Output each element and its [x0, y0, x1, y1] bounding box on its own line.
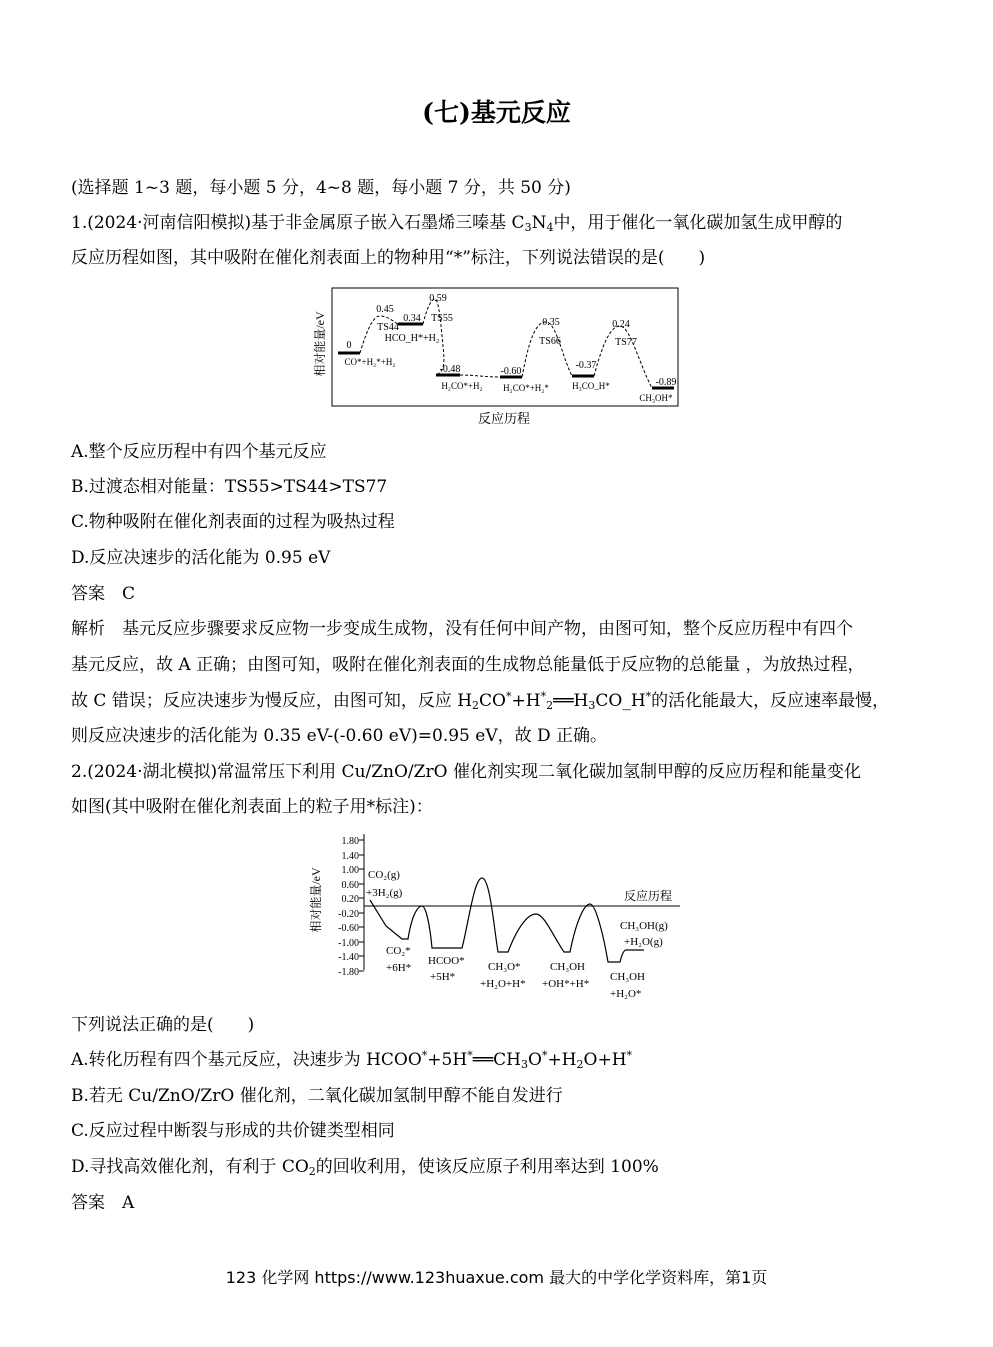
q2-tick: 1.80	[341, 836, 359, 847]
q2-label-co2star: CO₂*	[386, 945, 411, 957]
q2-option-b: B.若无 Cu/ZnO/ZrO 催化剂，二氧化碳加氢制甲醇不能自发进行	[71, 1086, 563, 1106]
page-title: (七)基元反应	[422, 98, 571, 127]
q2-tick: -1.80	[338, 967, 359, 978]
q2-label-6h: +6H*	[386, 962, 412, 974]
q1-label-co-h2: CO*+H₂*+H₂	[344, 357, 396, 367]
q2-energy-diagram	[308, 830, 688, 1005]
q2-label-h2o-h: +H₂O+H*	[480, 978, 526, 990]
q1-label-ts55: TS55	[431, 313, 453, 324]
q2-stem-line1: 2.(2024·湖北模拟)常温常压下利用 Cu/ZnO/ZrO 催化剂实现二氧化碳加氢制甲醇的反应历程和能量变化	[71, 762, 861, 782]
q1-energy-neg0.60: -0.60	[500, 366, 522, 377]
q2-label-ch3o: CH₃O*	[488, 961, 521, 973]
q1-energy-0: 0	[346, 340, 352, 351]
q1-explanation-line3: 故 C 错误；反应决速步为慢反应，由图可知，反应 $H_2CO^*+H^*_2══H_3CO\_H^*$的活化能最大，反应速率最慢，	[71, 690, 890, 712]
q1-energy-neg0.89: -0.89	[655, 377, 677, 388]
q2-tick: 1.00	[341, 865, 359, 876]
q1-explanation-line2: 基元反应，故 A 正确；由图可知，吸附在催化剂表面的生成物总能量低于反应物的总能量 ，为放热过程，	[71, 655, 865, 675]
q2-tick: -1.00	[338, 938, 359, 949]
q1-y-axis-label: 相对能量/eV	[313, 311, 327, 377]
q2-label-ch3oh-mid: CH₃OH	[550, 961, 586, 973]
q1-label-ts77: TS77	[615, 337, 637, 348]
q1-explanation-line1: 解析 基元反应步骤要求反应物一步变成生成物，没有任何中间产物，由图可知，整个反应历程中有四个	[71, 619, 853, 639]
q2-option-a: A.转化历程有四个基元反应，决速步为 $HCOO^*+5H^*══CH_3O^*+H_2O+H^*$	[71, 1049, 633, 1071]
q2-answer: 答案 A	[71, 1193, 135, 1213]
q2-tick: -1.40	[338, 952, 359, 963]
q1-label-h2co-h2: H₂CO*+H₂	[441, 381, 483, 391]
q1-x-axis-label: 反应历程	[477, 411, 531, 426]
q1-label-ts66: TS66	[539, 336, 561, 347]
q1-stem-line1: 1.(2024·河南信阳模拟)基于非金属原子嵌入石墨烯三嗪基 $C_3N_4$中，用于催化一氧化碳加氢生成甲醇的	[71, 213, 843, 234]
q1-label-h2co-h2star: H₂CO*+H₂*	[503, 383, 549, 393]
q2-label-ch3oh-g: CH₃OH(g)	[620, 920, 668, 932]
q2-label-co2g: CO₂(g)	[368, 869, 400, 881]
q2-prompt: 下列说法正确的是( )	[71, 1015, 255, 1035]
q1-energy-neg0.48: -0.48	[439, 364, 461, 375]
q1-energy-diagram	[310, 286, 682, 428]
q2-label-hcoo: HCOO*	[428, 955, 465, 967]
q1-option-c: C.物种吸附在催化剂表面的过程为吸热过程	[71, 512, 395, 532]
intro-text: (选择题 1~3 题，每小题 5 分，4~8 题，每小题 7 分，共 50 分)	[71, 178, 571, 198]
q1-energy-0.34: 0.34	[403, 313, 421, 324]
q1-energy-0.59: 0.59	[429, 293, 447, 304]
q2-label-h2ostar: +H₂O*	[610, 988, 642, 1000]
q1-stem-line2: 反应历程如图，其中吸附在催化剂表面上的物种用“*”标注，下列说法错误的是( )	[71, 248, 706, 268]
q2-label-h2o-g: +H₂O(g)	[624, 936, 663, 948]
q1-energy-0.45: 0.45	[376, 304, 394, 315]
q2-option-d: D.寻找高效催化剂，有利于 $CO_2$的回收利用，使该反应原子利用率达到 100%	[71, 1157, 659, 1178]
q1-energy-0.24: 0.24	[612, 319, 630, 330]
q2-tick: 1.40	[341, 851, 359, 862]
q2-energy-curve	[370, 878, 644, 962]
q1-option-d: D.反应决速步的活化能为 0.95 eV	[71, 548, 331, 568]
q2-tick: -0.60	[338, 923, 359, 934]
q1-energy-neg0.37: -0.37	[575, 360, 597, 371]
q2-y-axis-label: 相对能量/eV	[309, 867, 323, 933]
q2-label-5h: +5H*	[430, 971, 456, 983]
q1-label-ts44: TS44	[377, 322, 399, 333]
q2-label-oh-h: +OH*+H*	[542, 978, 590, 990]
q2-stem-line2: 如图(其中吸附在催化剂表面上的粒子用*标注)：	[71, 797, 433, 817]
q1-option-a: A.整个反应历程中有四个基元反应	[71, 442, 327, 462]
q2-option-c: C.反应过程中断裂与形成的共价键类型相同	[71, 1121, 395, 1141]
q2-label-3h2g: +3H₂(g)	[366, 887, 403, 899]
q1-explanation-line4: 则反应决速步的活化能为 0.35 eV-(-0.60 eV)=0.95 eV，故 D 正确。	[71, 726, 608, 746]
q2-tick: -0.20	[338, 909, 359, 920]
q1-energy-0.35: 0.35	[542, 317, 560, 328]
q1-option-b: B.过渡态相对能量：TS55>TS44>TS77	[71, 477, 388, 497]
q1-label-ch3oh: CH₃OH*	[639, 393, 673, 403]
page-footer: 123 化学网 https://www.123huaxue.com 最大的中学化学资料库，第1页	[225, 1268, 768, 1287]
q1-answer: 答案 C	[71, 584, 136, 604]
q2-label-xlabel: 反应历程	[624, 889, 673, 903]
q1-label-h3co-h: H₃CO_H*	[572, 381, 610, 391]
q1-label-hco-h: HCO_H*+H₂	[384, 333, 440, 344]
q2-label-ch3oh-low: CH₃OH	[610, 971, 646, 983]
q2-tick: 0.20	[341, 894, 359, 905]
q2-tick: 0.60	[341, 880, 359, 891]
